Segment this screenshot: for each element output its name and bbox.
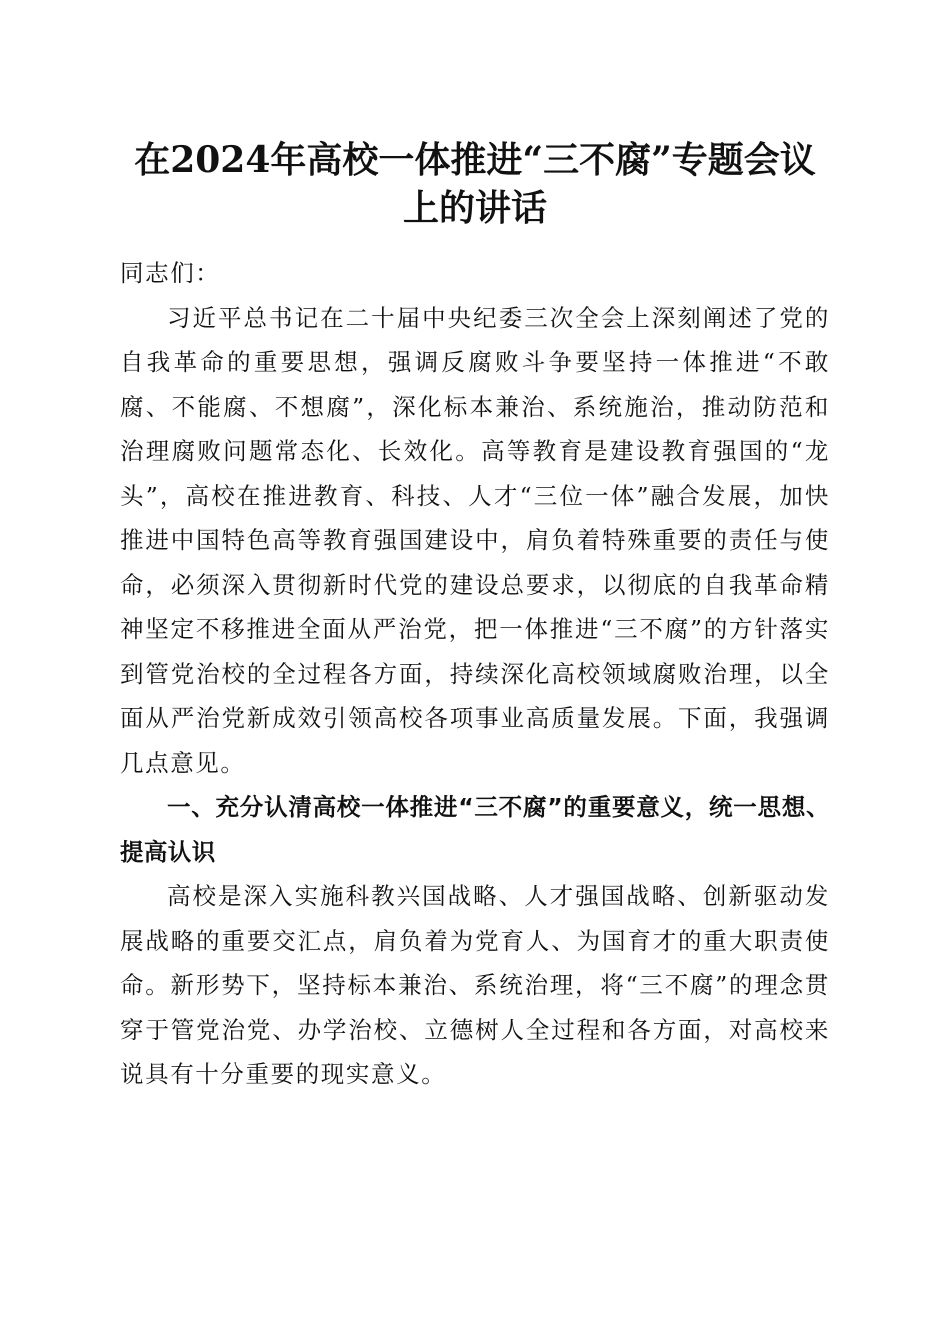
section-heading-1: 一、充分认清高校一体推进“三不腐”的重要意义，统一思想、提高认识: [120, 793, 830, 866]
salutation: 同志们：: [120, 259, 221, 287]
title-line-2: 上的讲话: [402, 187, 547, 229]
paragraph-intro: 习近平总书记在二十届中央纪委三次全会上深刻阐述了党的自我革命的重要思想，强调反腐败斗争要坚持一体推进“不敢腐、不能腐、不想腐”，深化标本兼治、系统施治，推动防范和治理腐败问题常态化、长效化。高等教育是建设教育强国的“龙头”，高校在推进教育、科技、人才“三位一体”融合发展，加快推进中国特色高等教育强国建设中，肩负着特殊重要的责任与使命，必须深入贯彻新时代党的建设总要求，以彻底的自我革命精神坚定不移推进全面从严治党，把一体推进“三不腐”的方针落实到管党治校的全过程各方面，持续深化高校领域腐败治理，以全面从严治党新成效引领高校各项事业高质量发展。下面，我强调几点意见。: [120, 303, 830, 777]
document-title: [100, 136, 850, 232]
document-body: [120, 251, 830, 1097]
paragraph-section-1: 高校是深入实施科教兴国战略、人才强国战略、创新驱动发展战略的重要交汇点，肩负着为党育人、为国育才的重大职责使命。新形势下，坚持标本兼治、系统治理，将“三不腐”的理念贯穿于管党治党、办学治校、立德树人全过程和各方面，对高校来说具有十分重要的现实意义。: [120, 882, 830, 1088]
title-line-1: 在2024年高校一体推进“三不腐”专题会议: [134, 139, 816, 181]
